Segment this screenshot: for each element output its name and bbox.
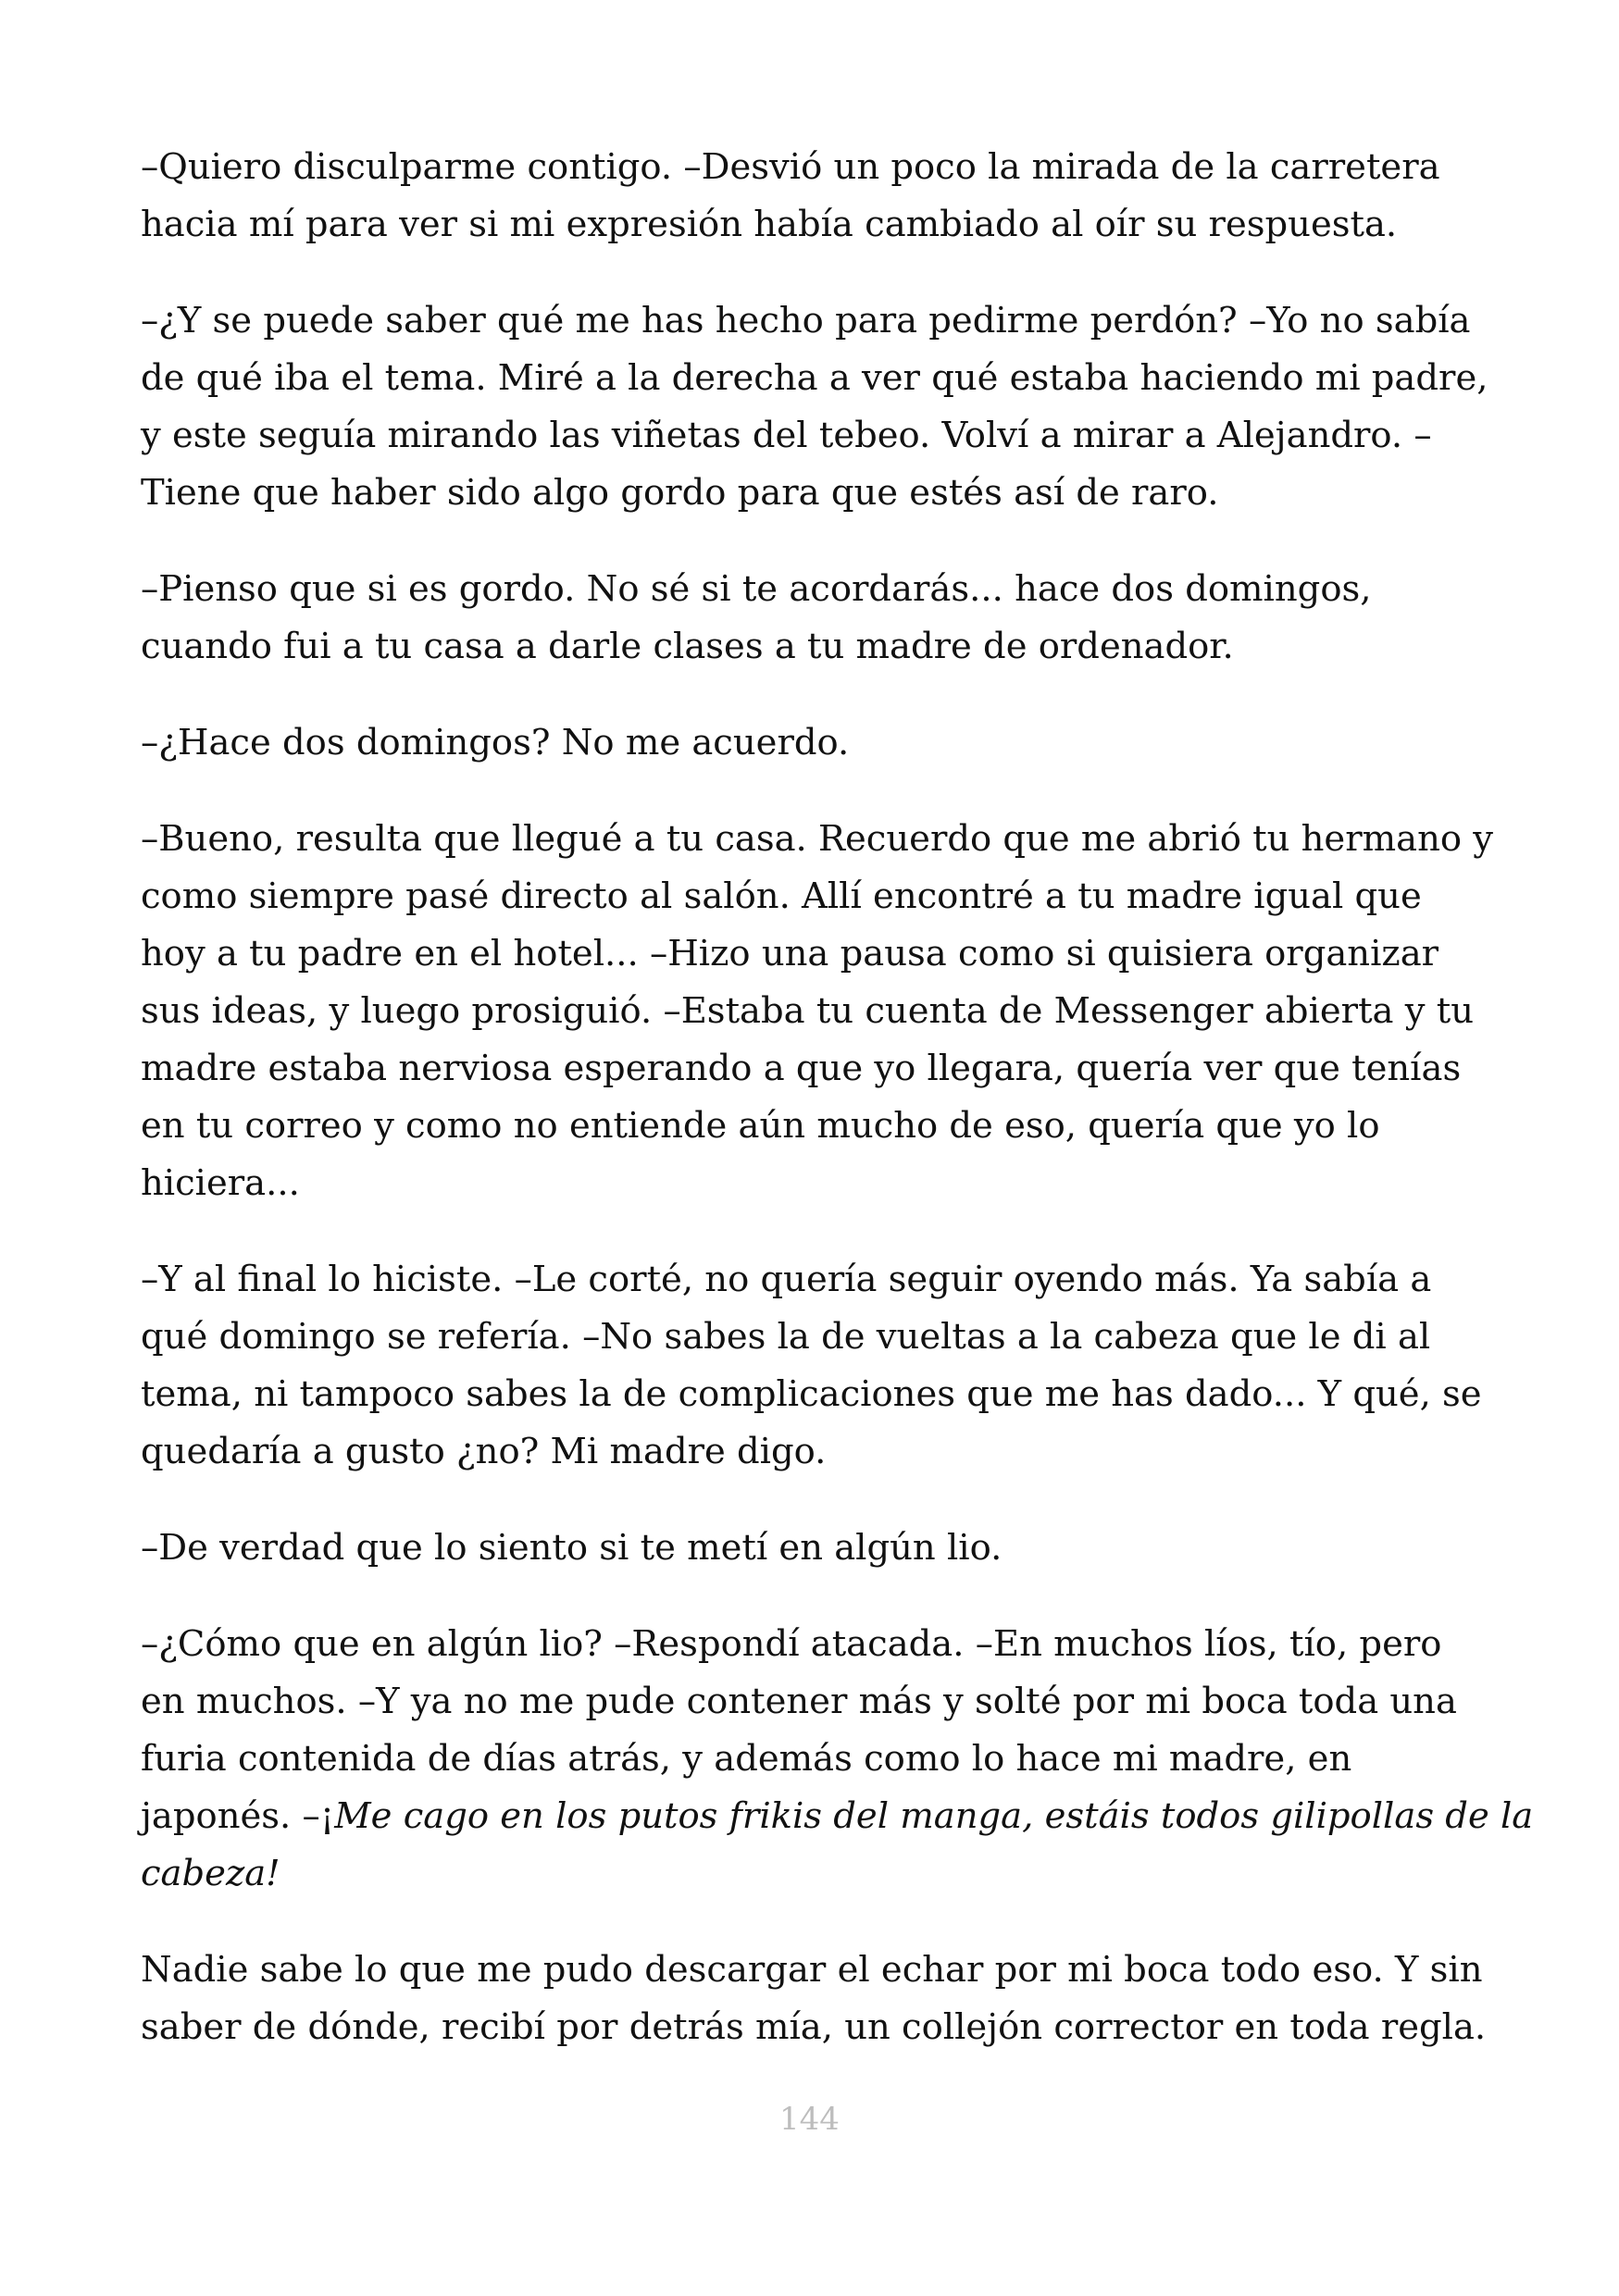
- text-line: cuando fui a tu casa a darle clases a tu madre de ordenador.: [141, 626, 1234, 667]
- text-line: en tu correo y como no entiende aún mucho de eso, quería que yo lo: [141, 1105, 1380, 1147]
- text-line: tema, ni tampoco sabes la de complicaciones que me has dado... Y qué, se: [141, 1373, 1482, 1415]
- text-line: –Bueno, resulta que llegué a tu casa. Recuerdo que me abrió tu hermano y: [141, 818, 1494, 860]
- text-line: como siempre pasé directo al salón. Allí encontré a tu madre igual que: [141, 875, 1422, 917]
- text-line: hacia mí para ver si mi expresión había cambiado al oír su respuesta.: [141, 204, 1398, 245]
- text-line: Tiene que haber sido algo gordo para que estés así de raro.: [141, 472, 1219, 514]
- text-line: –De verdad que lo siento si te metí en algún lio.: [141, 1527, 1003, 1569]
- paragraph-3: [141, 561, 1492, 676]
- paragraph-2: [141, 292, 1492, 522]
- text-line: de qué iba el tema. Miré a la derecha a ver qué estaba haciendo mi padre,: [141, 357, 1488, 399]
- text-line: madre estaba nerviosa esperando a que yo llegara, quería ver que tenías: [141, 1048, 1462, 1089]
- plain-text: japonés. –¡: [141, 1795, 335, 1837]
- text-line: –Pienso que si es gordo. No sé si te acordarás... hace dos domingos,: [141, 568, 1372, 610]
- text-line: qué domingo se refería. –No sabes la de vueltas a la cabeza que le di al: [141, 1316, 1431, 1358]
- text-line: –Quiero disculparme contigo. –Desvió un poco la mirada de la carretera: [141, 146, 1440, 188]
- text-line-italic: cabeza!: [141, 1853, 280, 1894]
- text-line: sus ideas, y luego prosiguió. –Estaba tu cuenta de Messenger abierta y tu: [141, 990, 1474, 1032]
- paragraph-1: [141, 139, 1492, 254]
- text-line: –Y al final lo hiciste. –Le corté, no quería seguir oyendo más. Ya sabía a: [141, 1259, 1432, 1300]
- text-line-mixed: [141, 1788, 1534, 1845]
- text-line: Nadie sabe lo que me pudo descargar el echar por mi boca todo eso. Y sin: [141, 1949, 1483, 1991]
- text-line: y este seguía mirando las viñetas del tebeo. Volví a mirar a Alejandro. –: [141, 415, 1432, 456]
- page-number: 144: [779, 2101, 840, 2138]
- text-line: –¿Cómo que en algún lio? –Respondí atacada. –En muchos líos, tío, pero: [141, 1623, 1442, 1665]
- paragraph-7: [141, 1520, 1492, 1577]
- paragraph-5: [141, 811, 1492, 1212]
- text-line: en muchos. –Y ya no me pude contener más y solté por mi boca toda una: [141, 1681, 1457, 1722]
- paragraph-8: [141, 1616, 1534, 1903]
- italic-text: Me cago en los putos frikis del manga, estáis todos gilipollas de la: [334, 1795, 1534, 1837]
- body-text: [141, 139, 1534, 2095]
- text-line: hiciera...: [141, 1162, 300, 1204]
- paragraph-4: [141, 714, 1492, 772]
- text-line: furia contenida de días atrás, y además como lo hace mi madre, en: [141, 1738, 1352, 1780]
- text-line: saber de dónde, recibí por detrás mía, un collejón corrector en toda regla.: [141, 2006, 1487, 2048]
- text-line: –¿Y se puede saber qué me has hecho para pedirme perdón? –Yo no sabía: [141, 300, 1471, 341]
- text-line: quedaría a gusto ¿no? Mi madre digo.: [141, 1431, 827, 1472]
- paragraph-9: [141, 1942, 1492, 2056]
- text-line: hoy a tu padre en el hotel... –Hizo una pausa como si quisiera organizar: [141, 933, 1439, 974]
- text-line: –¿Hace dos domingos? No me acuerdo.: [141, 722, 850, 763]
- paragraph-6: [141, 1251, 1492, 1481]
